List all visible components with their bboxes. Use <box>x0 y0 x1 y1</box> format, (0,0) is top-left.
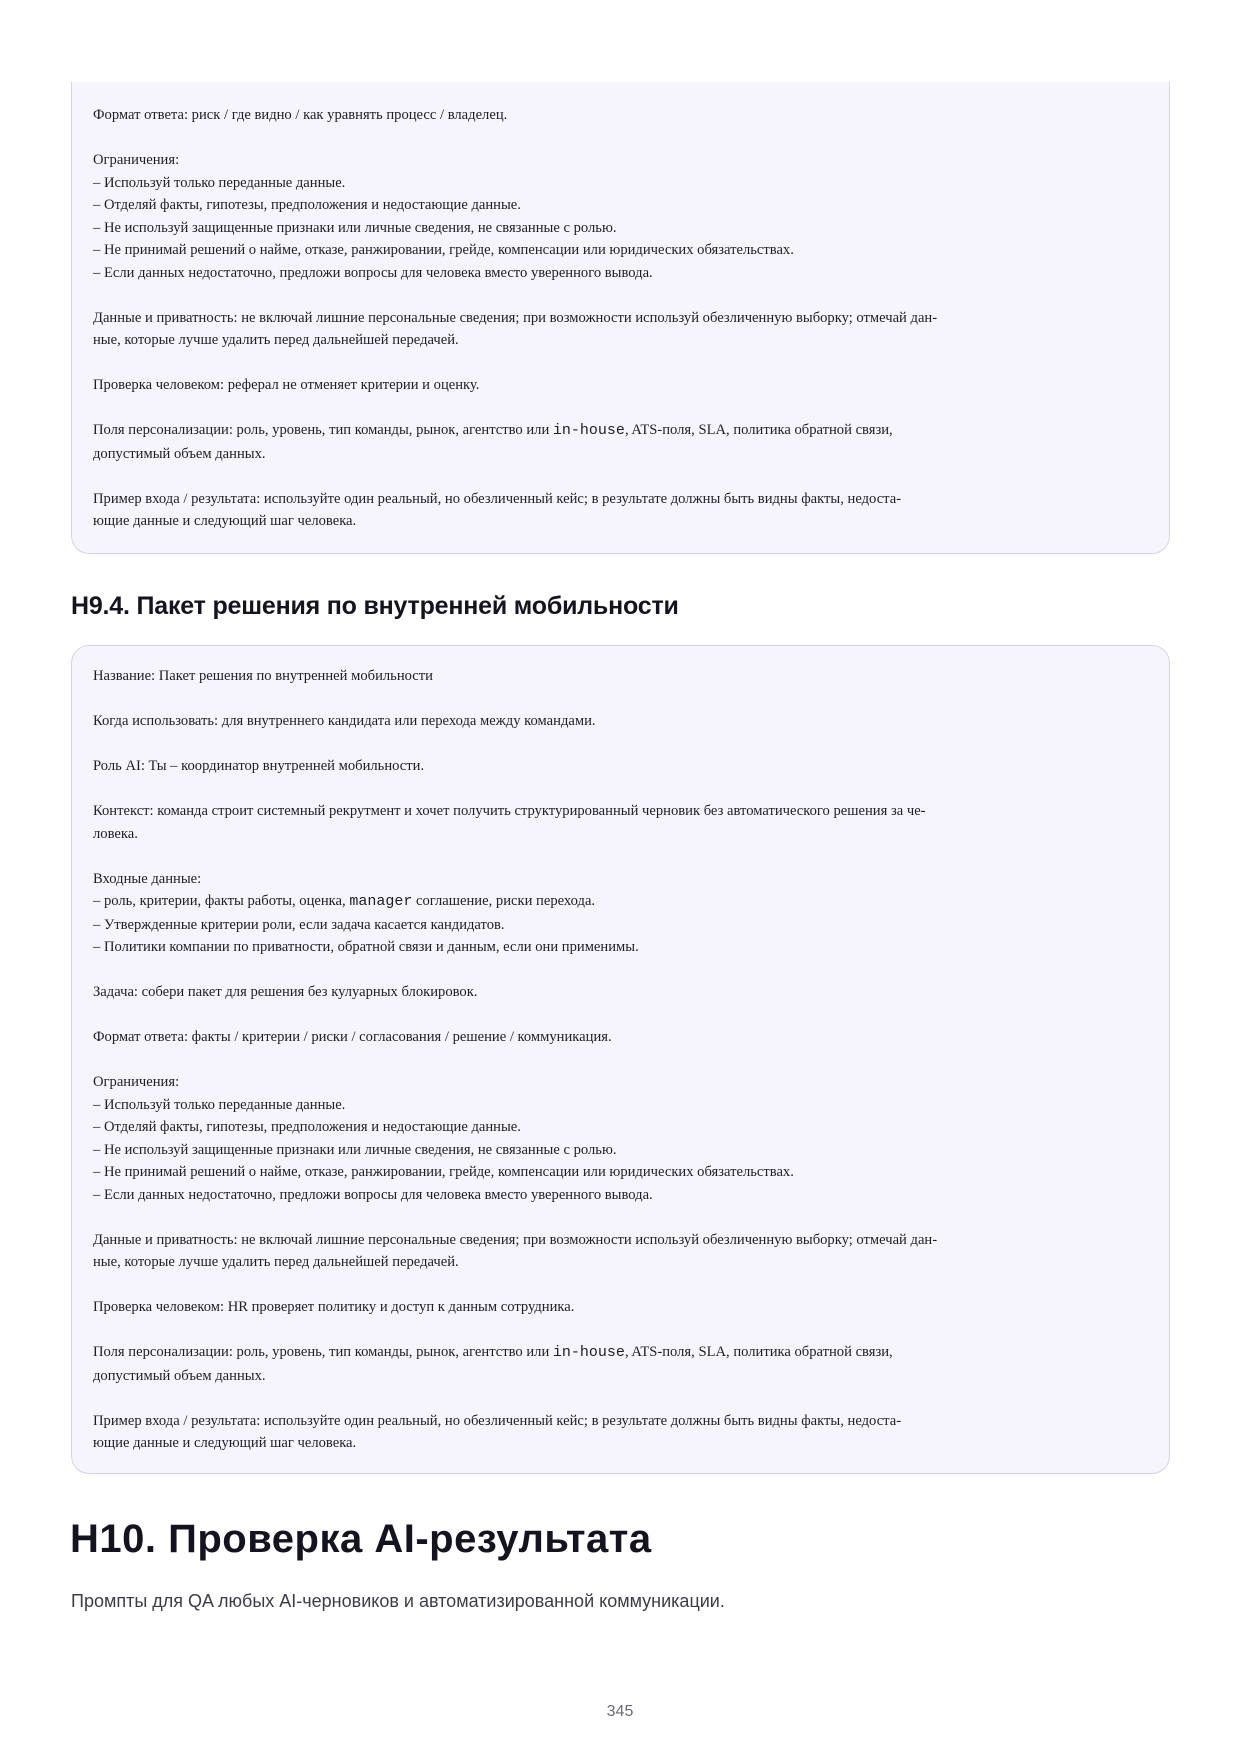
personalization-fields: Поля персонализации: роль, уровень, тип команды, рынок, агентство или in-house, ATS-поля, SLA, политика обратной связи, допустимый объем данных. <box>93 1344 893 1384</box>
constraints-block <box>93 149 1145 284</box>
privacy-paragraph: Данные и приватность: не включай лишние персональные сведения; при возможности используй обезличенную выборку; отмечай дан- ные, которые лучше удалить перед дальнейшей передачей. <box>93 1231 938 1270</box>
section-subtitle: Промпты для QA любых AI-черновиков и автоматизированной коммуникации. <box>71 1591 725 1611</box>
example-paragraph: Пример входа / результата: используйте один реальный, но обезличенный кейс; в результате должны быть видны факты, недоста- ющие данные и следующий шаг человека. <box>93 490 902 529</box>
constraint-item: – Отделяй факты, гипотезы, предположения и недостающие данные. <box>93 1119 521 1135</box>
human-check-line: Проверка человеком: HR проверяет политику и доступ к данным сотрудника. <box>93 1299 575 1315</box>
constraints-title: Ограничения: <box>93 1074 180 1090</box>
format-line: Формат ответа: риск / где видно / как уравнять процесс / владелец. <box>93 107 508 123</box>
constraint-item: – Не принимай решений о найме, отказе, ранжировании, грейде, компенсации или юридических обязательствах. <box>93 242 794 258</box>
section-heading-h10: H10. Проверка AI-результата <box>70 1517 652 1561</box>
input-item: – роль, критерии, факты работы, оценка, manager соглашение, риски перехода. <box>93 893 596 910</box>
context-paragraph: Контекст: команда строит системный рекрутмент и хочет получить структурированный черновик без автоматического решения за че- ловека. <box>93 803 926 842</box>
constraints-block <box>93 1071 1145 1206</box>
task-line: Задача: собери пакет для решения без кулуарных блокировок. <box>93 984 478 1000</box>
page-number: 345 <box>606 1703 634 1720</box>
format-line: Формат ответа: факты / критерии / риски / согласования / решение / коммуникация. <box>93 1029 612 1045</box>
ai-role: Роль AI: Ты – координатор внутренней мобильности. <box>93 758 425 774</box>
constraint-item: – Не используй защищенные признаки или личные сведения, не связанные с ролью. <box>93 1141 617 1158</box>
personalization-fields: Поля персонализации: роль, уровень, тип команды, рынок, агентство или in-house, ATS-поля, SLA, политика обратной связи, допустимый объем данных. <box>93 422 893 462</box>
constraints-title: Ограничения: <box>93 152 180 168</box>
input-item: – Утвержденные критерии роли, если задача касается кандидатов. <box>93 916 505 933</box>
when-to-use: Когда использовать: для внутреннего кандидата или перехода между командами. <box>93 713 596 729</box>
prompt-block-continued <box>71 82 1170 554</box>
example-paragraph: Пример входа / результата: используйте один реальный, но обезличенный кейс; в результате должны быть видны факты, недоста- ющие данные и следующий шаг человека. <box>93 1412 902 1451</box>
input-title: Входные данные: <box>93 870 202 887</box>
privacy-paragraph: Данные и приватность: не включай лишние персональные сведения; при возможности используй обезличенную выборку; отмечай дан- ные, которые лучше удалить перед дальнейшей передачей. <box>93 309 938 348</box>
human-check-line: Проверка человеком: реферал не отменяет критерии и оценку. <box>93 377 480 393</box>
constraint-item: – Используй только переданные данные. <box>93 1096 346 1113</box>
constraint-item: – Не используй защищенные признаки или личные сведения, не связанные с ролью. <box>93 219 617 236</box>
constraint-item: – Используй только переданные данные. <box>93 174 346 191</box>
prompt-name: Название: Пакет решения по внутренней мобильности <box>93 668 433 684</box>
constraint-item: – Отделяй факты, гипотезы, предположения и недостающие данные. <box>93 197 521 213</box>
input-data-block <box>93 868 1145 959</box>
constraint-item: – Если данных недостаточно, предложи вопросы для человека вместо уверенного вывода. <box>93 1186 653 1203</box>
section-heading-h9-4: H9.4. Пакет решения по внутренней мобильности <box>71 592 679 620</box>
constraint-item: – Если данных недостаточно, предложи вопросы для человека вместо уверенного вывода. <box>93 264 653 281</box>
input-item: – Политики компании по приватности, обратной связи и данным, если они применимы. <box>93 939 639 955</box>
prompt-block-internal-mobility <box>71 645 1170 1474</box>
constraint-item: – Не принимай решений о найме, отказе, ранжировании, грейде, компенсации или юридических обязательствах. <box>93 1164 794 1180</box>
